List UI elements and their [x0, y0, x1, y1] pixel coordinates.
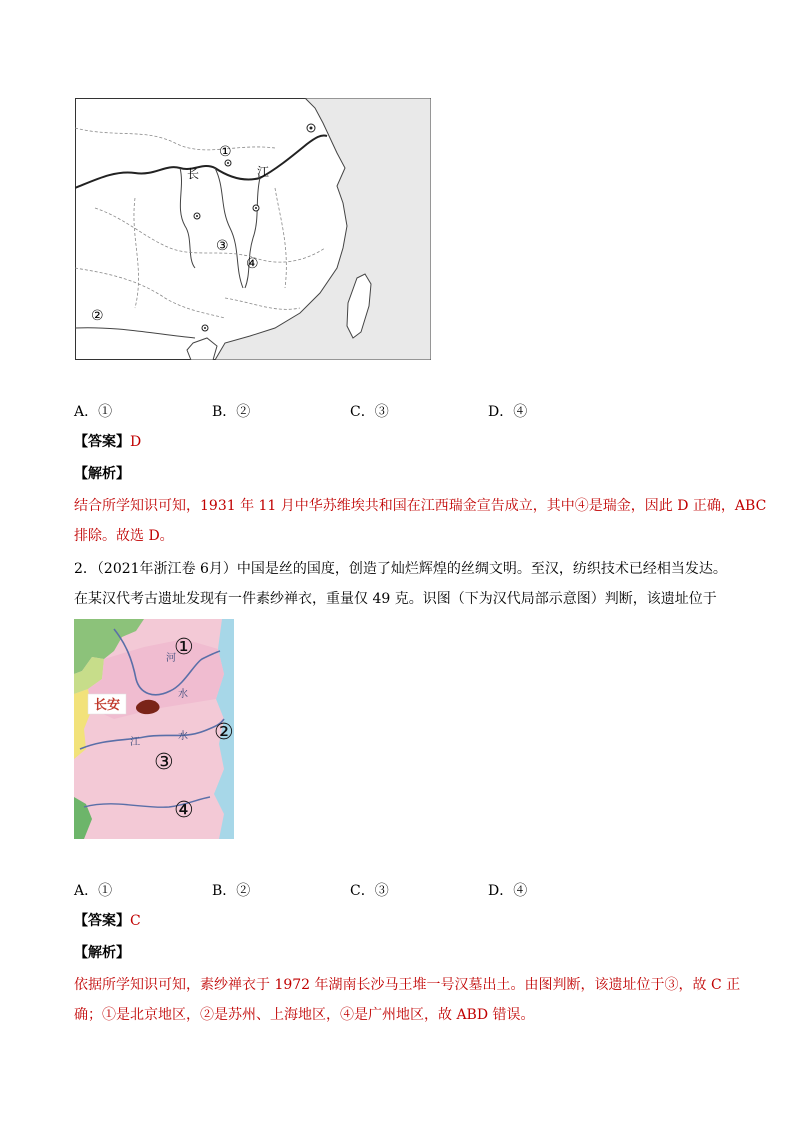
- map2-marker-4: ④: [174, 798, 194, 823]
- map2-marker-3: ③: [154, 750, 174, 775]
- river-shui2-label: 水: [178, 731, 188, 742]
- river-shui-label: 水: [178, 689, 188, 700]
- q2-answer-value: C: [130, 913, 141, 929]
- china-outline-map: [75, 98, 431, 360]
- q1-answer: [74, 432, 141, 452]
- q1-analysis-line2: 排除。故选 D。: [74, 528, 174, 544]
- map2-marker-1: ①: [174, 635, 194, 660]
- river-label-chang: 长: [187, 167, 200, 181]
- q2-analysis-label: 【解析】: [74, 945, 130, 961]
- q1-analysis-line1: 结合所学知识可知，1931 年 11 月中华苏维埃共和国在江西瑞金宣告成立，其中④是瑞金，因此 D 正确，ABC: [74, 498, 767, 514]
- river-label-jiang: 江: [257, 165, 270, 179]
- q1-options: [74, 401, 734, 421]
- q1-analysis-label: 【解析】: [74, 466, 130, 482]
- q1-answer-label: 【答案】: [74, 434, 130, 450]
- map2-marker-2: ②: [214, 720, 234, 745]
- q2-options: [74, 880, 734, 900]
- q1-option-c[interactable]: C．③: [350, 404, 389, 420]
- changan-label: 长安: [94, 698, 121, 713]
- map1-marker-4: ④: [246, 256, 259, 272]
- q2-option-b[interactable]: B．②: [212, 883, 251, 899]
- map1-marker-3: ③: [216, 238, 229, 254]
- q2-analysis-line2: 确；①是北京地区，②是苏州、上海地区，④是广州地区，故 ABD 错误。: [74, 1007, 535, 1023]
- q1-option-b[interactable]: B．②: [212, 404, 251, 420]
- q2-option-a[interactable]: A．①: [74, 883, 113, 899]
- q2-stem-line2: 在某汉代考古遗址发现有一件素纱禅衣，重量仅 49 克。识图（下为汉代局部示意图）判断，该遗址位于: [74, 591, 717, 607]
- q1-option-d[interactable]: D．④: [488, 404, 528, 420]
- river-jiang-label: 江: [130, 737, 140, 748]
- q2-answer-label: 【答案】: [74, 913, 130, 929]
- q1-answer-value: D: [130, 434, 142, 450]
- map1-marker-1: ①: [219, 144, 232, 160]
- q1-option-a[interactable]: A．①: [74, 404, 113, 420]
- map1-marker-2: ②: [91, 308, 104, 324]
- q2-answer: [74, 911, 141, 931]
- han-dynasty-map: [74, 619, 234, 839]
- q2-analysis-line1: 依据所学知识可知，素纱禅衣于 1972 年湖南长沙马王堆一号汉墓出土。由图判断，该遗址位于③，故 C 正: [74, 977, 741, 993]
- q2-option-d[interactable]: D．④: [488, 883, 528, 899]
- q2-stem-line1: 2．（2021年浙江卷 6月）中国是丝的国度，创造了灿烂辉煌的丝绸文明。至汉，纺织技术已经相当发达。: [74, 561, 727, 577]
- river-he-label: 河: [166, 653, 176, 664]
- q2-option-c[interactable]: C．③: [350, 883, 389, 899]
